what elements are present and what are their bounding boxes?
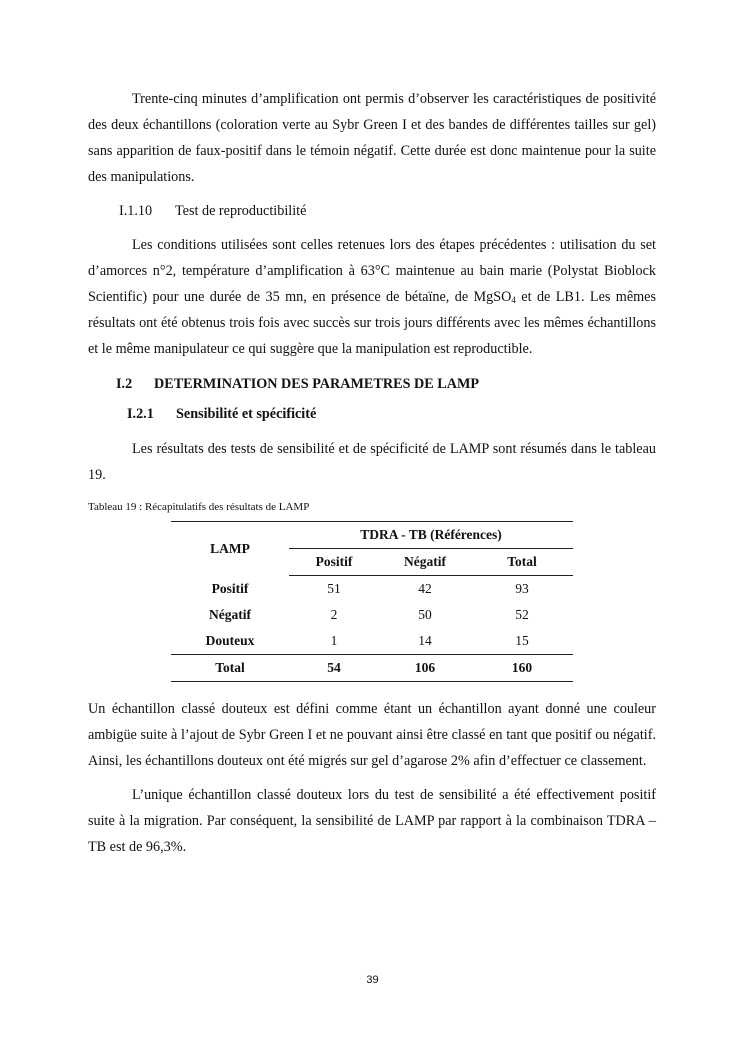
table-cell: 2 [330, 607, 338, 622]
table-row [171, 576, 573, 603]
subscript-4: 4 [511, 295, 516, 305]
section-number: I.2 [116, 376, 133, 392]
section-heading-sensibilite [127, 402, 656, 426]
section-title: Sensibilité et spécificité [176, 406, 317, 422]
row-label: Total [171, 655, 289, 682]
table-total-row [171, 655, 573, 682]
table-cell: 106 [379, 655, 471, 682]
section-number: I.2.1 [127, 406, 154, 422]
table-cell: 93 [515, 581, 529, 596]
section-heading-determination [116, 372, 656, 396]
table-cell: 50 [418, 607, 432, 622]
table-cell: 14 [418, 633, 432, 648]
table-cell: 160 [471, 655, 573, 682]
row-label: Négatif [209, 607, 251, 622]
table-row-header: LAMP [171, 522, 289, 576]
table-caption: Tableau 19 : Récapitulatifs des résultats de LAMP [88, 501, 310, 513]
table-cell: 1 [330, 633, 338, 648]
table-cell: 51 [327, 581, 341, 596]
paragraph-resume: Les résultats des tests de sensibilité et de spécificité de LAMP sont résumés dans le tableau 19. [88, 441, 656, 483]
column-header: Total [471, 549, 573, 576]
paragraph-amplification: Trente-cinq minutes d’amplification ont permis d’observer les caractéristiques de positivité des deux échantillons (coloration verte au Sybr Green I et des bandes de différentes tailles sur gel) sans apparition de faux-positif dans le témoin négatif. Cette durée est donc maintenue pour la suite des manipulations. [88, 91, 656, 185]
document-page [88, 86, 656, 860]
paragraph-conditions-part2: et de LB1. Les mêmes résultats ont été obtenus trois fois avec succès sur trois jours différents avec les mêmes échantillons et le même manipulateur ce qui suggère que la manipulation est reproductible. [88, 289, 656, 357]
paragraph-sensibilite: L’unique échantillon classé douteux lors du test de sensibilité a été effectivement positif suite à la migration. Par conséquent, la sensibilité de LAMP par rapport à la combinaison TDRA – TB est de 96,3%. [88, 787, 656, 855]
row-label: Positif [211, 580, 249, 596]
table-row [171, 628, 573, 655]
column-header: Positif [289, 549, 379, 576]
table-cell: 42 [418, 581, 432, 596]
section-heading-reproductibilite [119, 200, 656, 222]
table-cell: 54 [289, 655, 379, 682]
table-cell: 15 [515, 633, 529, 648]
row-label: Douteux [205, 633, 255, 648]
table-row [171, 602, 573, 628]
paragraph-conditions-part1: Les conditions utilisées sont celles retenues lors des étapes précédentes : utilisation du set d’amorces n°2, température d’amplification à 63°C maintenue au bain marie (Polystat Bioblock Scientific) pour une durée de 35 mn, en présence de bétaïne, de MgSO [88, 237, 656, 305]
paragraph-douteux: Un échantillon classé douteux est défini comme étant un échantillon ayant donné une couleur ambigüe suite à l’ajout de Sybr Green I et ne pouvant ainsi être classé en tant que positif ou négatif. Ainsi, les échantillons douteux ont été migrés sur gel d’agarose 2% afin d’effectuer ce classement. [88, 701, 656, 769]
section-title: DETERMINATION DES PARAMETRES DE LAMP [154, 376, 480, 392]
paragraph-conditions [88, 232, 656, 362]
column-header: Négatif [379, 549, 471, 576]
results-table [171, 521, 573, 682]
table-cell: 52 [515, 607, 529, 622]
section-title: Test de reproductibilité [175, 203, 307, 219]
table-group-header: TDRA - TB (Références) [289, 522, 573, 549]
page-number: 39 [366, 974, 379, 986]
section-number: I.1.10 [119, 203, 153, 219]
